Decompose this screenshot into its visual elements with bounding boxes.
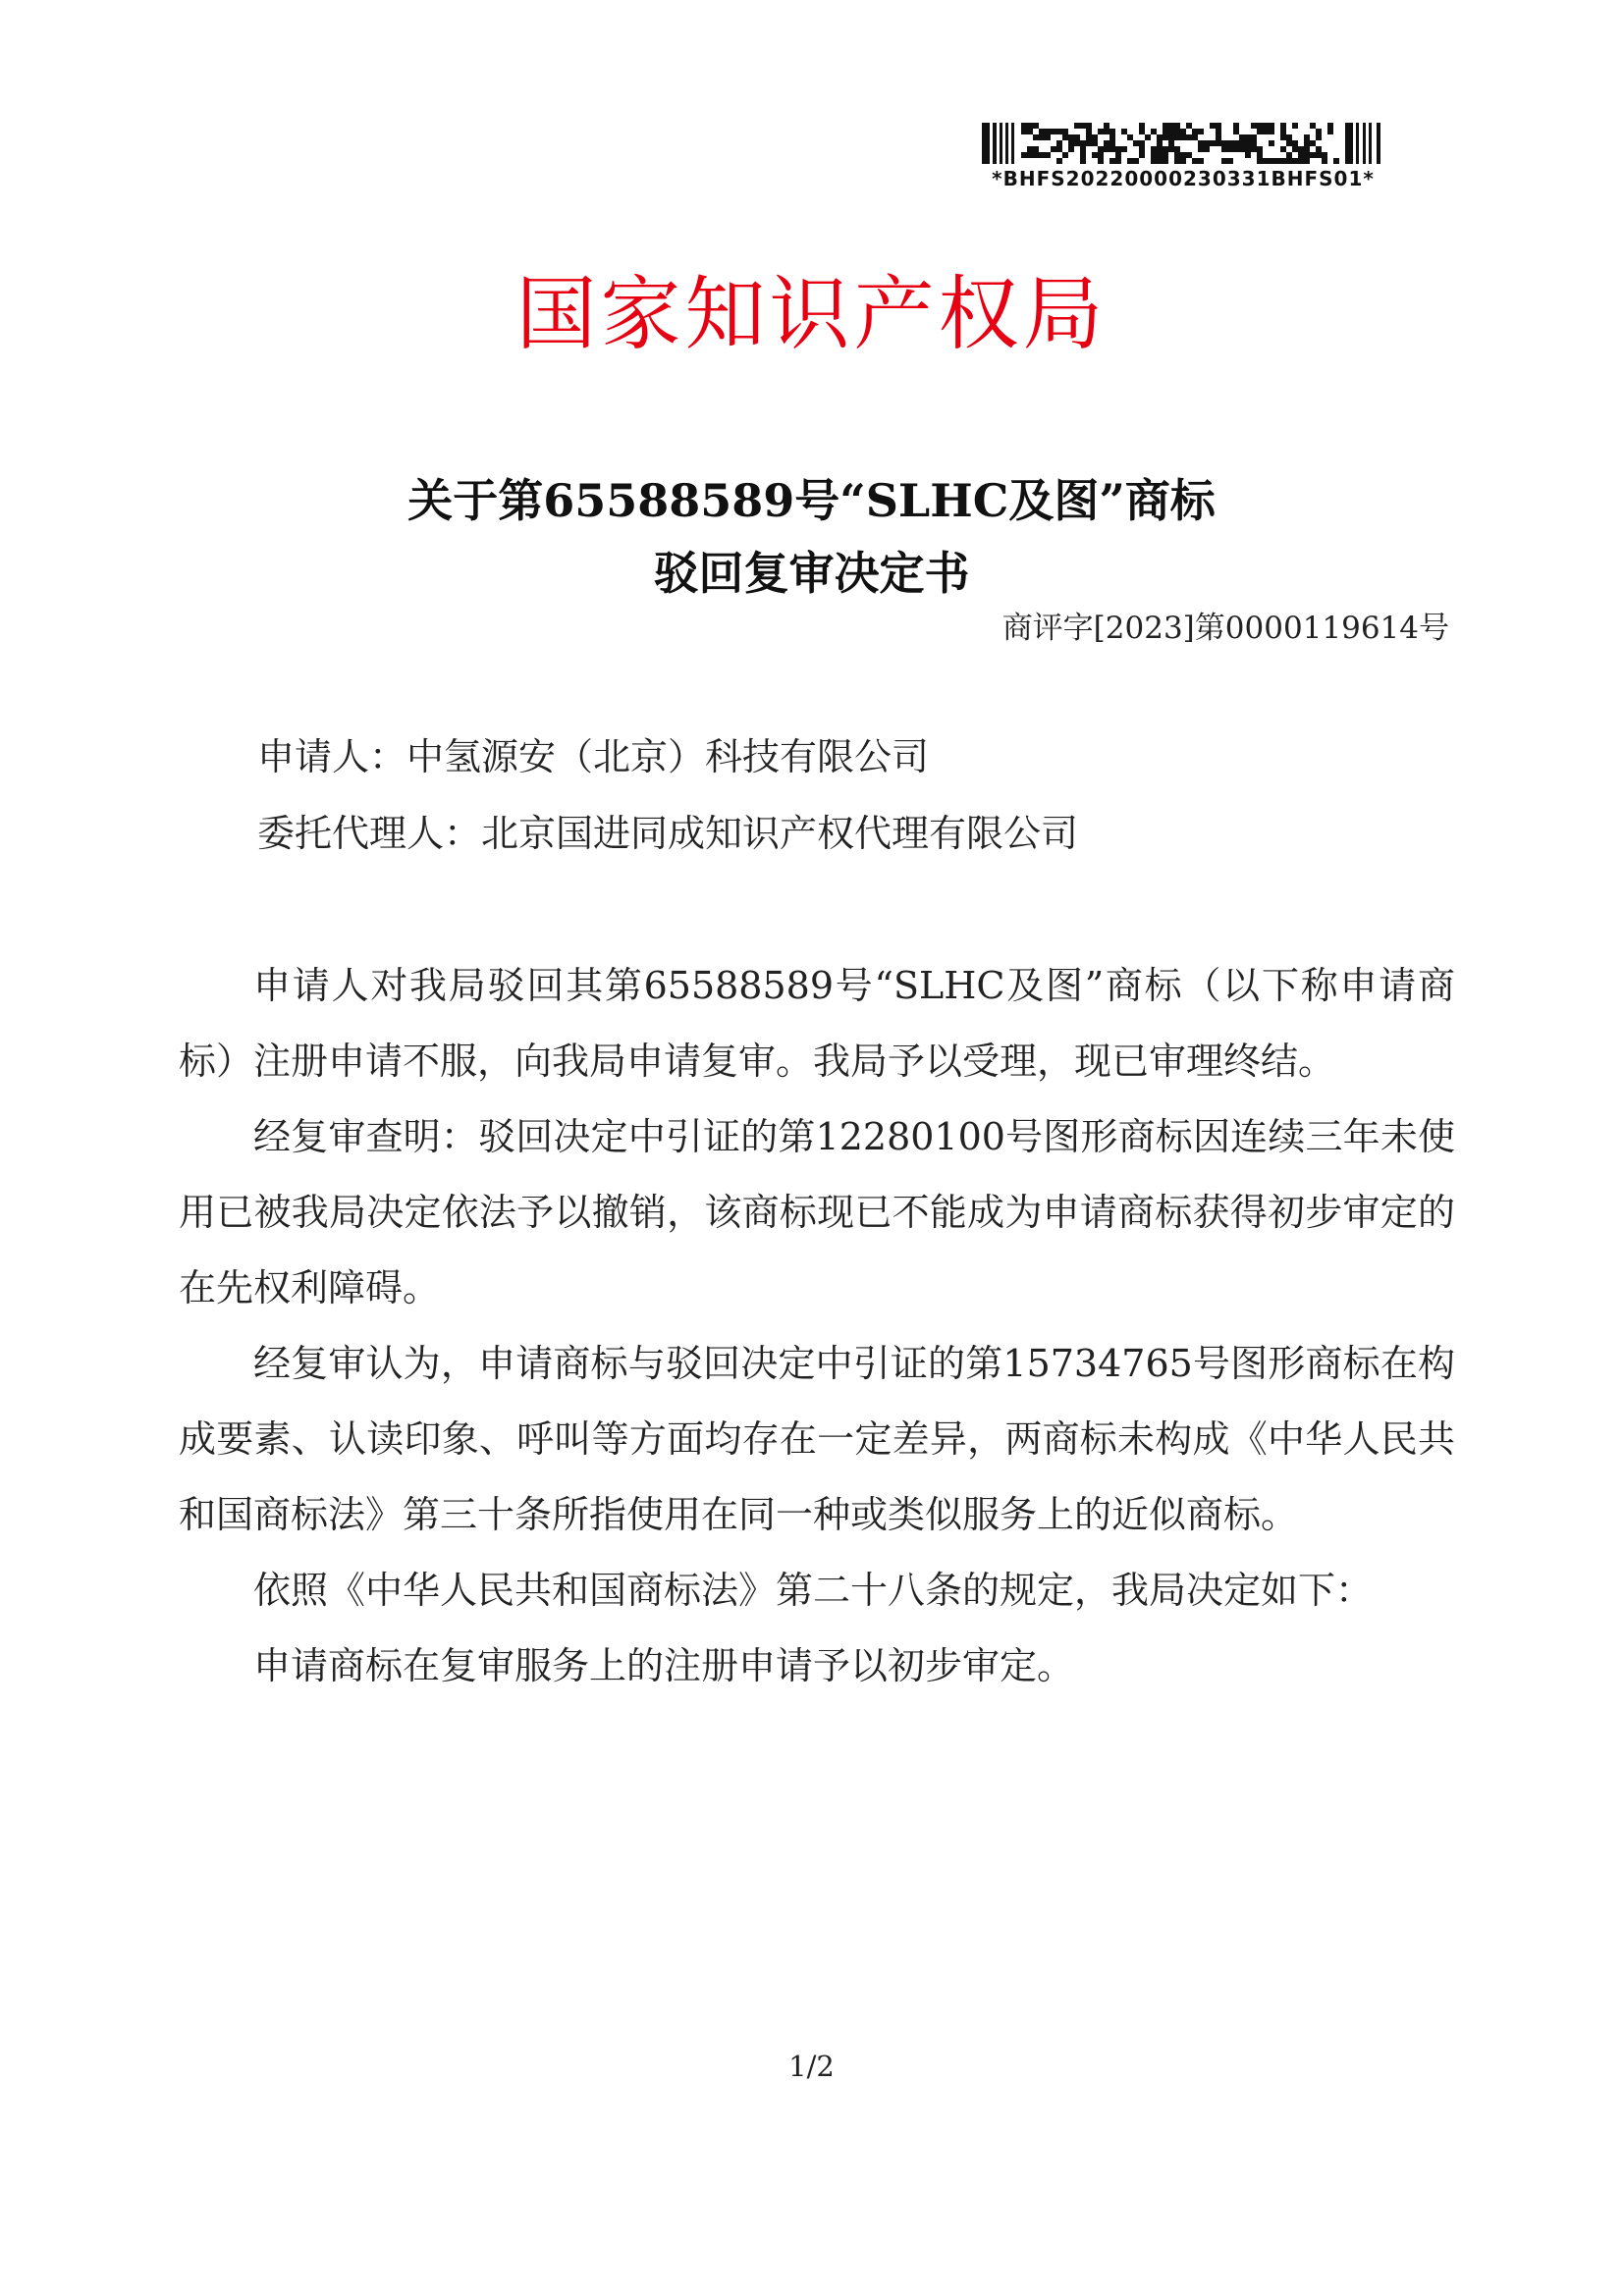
page-number: 1/2 [788, 2050, 835, 2083]
agent-line: 委托代理人：北京国进同成知识产权代理有限公司 [257, 812, 1079, 855]
agency-name: 国家知识产权局 [515, 268, 1108, 361]
document-title-line-1: 关于第65588589号“SLHC及图”商标 [407, 474, 1216, 527]
applicant-line: 申请人：中氢源安（北京）科技有限公司 [257, 735, 930, 778]
decision-body [179, 948, 1455, 1704]
body-paragraph-3: 经复审认为，申请商标与驳回决定中引证的第15734765号图形商标在构成要素、认读印象、呼叫等方面均存在一定差异，两商标未构成《中华人民共和国商标法》第三十条所指使用在同一种或类似服务上的近似商标。 [179, 1342, 1455, 1536]
body-paragraph-1: 申请人对我局驳回其第65588589号“SLHC及图”商标（以下称申请商标）注册申请不服，向我局申请复审。我局予以受理，现已审理终结。 [179, 964, 1455, 1083]
body-paragraph-4: 依照《中华人民共和国商标法》第二十八条的规定，我局决定如下： [253, 1569, 1374, 1612]
body-paragraph-5: 申请商标在复审服务上的注册申请予以初步审定。 [253, 1644, 1075, 1687]
document-number: 商评字[2023]第0000119614号 [1001, 611, 1449, 646]
body-paragraph-2: 经复审查明：驳回决定中引证的第12280100号图形商标因连续三年未使用已被我局决定依法予以撤销，该商标现已不能成为申请商标获得初步审定的在先权利障碍。 [179, 1115, 1455, 1309]
barcode-text: *BHFS20220000230331BHFS01* [992, 167, 1375, 190]
document-title-line-2: 驳回复审决定书 [653, 547, 970, 600]
barcode-image [982, 123, 1384, 164]
